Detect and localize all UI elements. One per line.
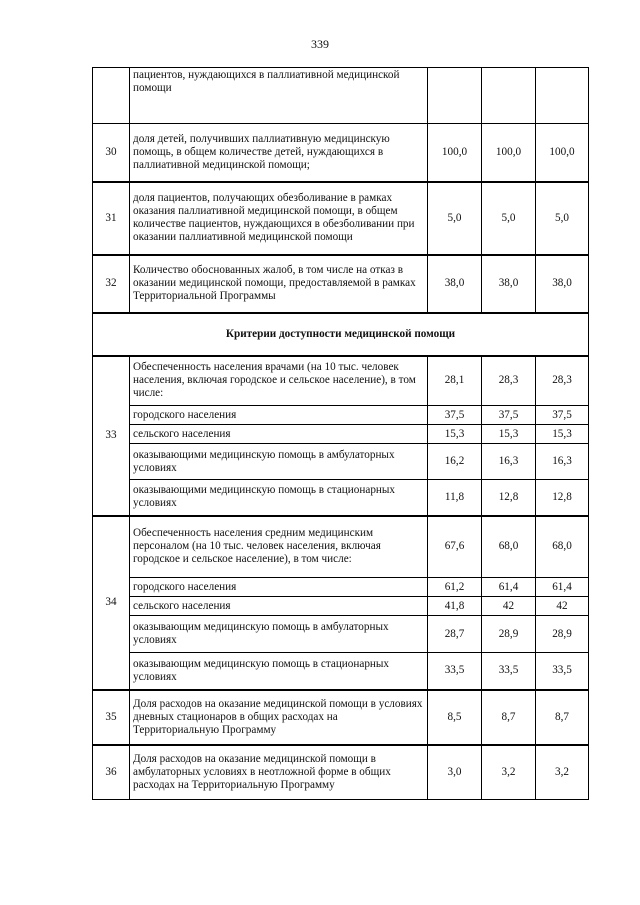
value-cell: 37,5 bbox=[536, 406, 589, 425]
value-cell: 100,0 bbox=[428, 124, 482, 182]
indicators-table bbox=[92, 67, 589, 800]
table-row bbox=[93, 516, 589, 578]
section-header-row bbox=[93, 313, 589, 356]
table-row bbox=[93, 653, 589, 690]
table-row bbox=[93, 597, 589, 616]
row-number: 31 bbox=[93, 182, 130, 255]
value-cell: 68,0 bbox=[482, 516, 536, 578]
value-cell: 15,3 bbox=[482, 425, 536, 444]
value-cell: 42 bbox=[536, 597, 589, 616]
value-cell: 15,3 bbox=[428, 425, 482, 444]
table-row bbox=[93, 406, 589, 425]
value-cell: 5,0 bbox=[428, 182, 482, 255]
indicator-description: Доля расходов на оказание медицинской помощи в амбулаторных условиях в неотложной форме в общих расходах на Территориальную Программу bbox=[130, 745, 428, 800]
row-number: 35 bbox=[93, 690, 130, 745]
value-cell: 11,8 bbox=[428, 480, 482, 516]
value-cell: 8,7 bbox=[536, 690, 589, 745]
value-cell: 68,0 bbox=[536, 516, 589, 578]
indicator-description: Доля расходов на оказание медицинской помощи в условиях дневных стационаров в общих расходах на Территориальную Программу bbox=[130, 690, 428, 745]
row-number bbox=[93, 68, 130, 124]
value-cell: 3,2 bbox=[536, 745, 589, 800]
indicator-description: оказывающим медицинскую помощь в стационарных условиях bbox=[130, 653, 428, 690]
value-cell: 38,0 bbox=[428, 255, 482, 313]
value-cell: 100,0 bbox=[482, 124, 536, 182]
table-row bbox=[93, 356, 589, 406]
indicator-description: пациентов, нуждающихся в паллиативной медицинской помощи bbox=[130, 68, 428, 124]
value-cell: 41,8 bbox=[428, 597, 482, 616]
table-row bbox=[93, 616, 589, 653]
value-cell: 3,2 bbox=[482, 745, 536, 800]
indicator-description: городского населения bbox=[130, 406, 428, 425]
indicator-description: городского населения bbox=[130, 578, 428, 597]
value-cell: 37,5 bbox=[428, 406, 482, 425]
value-cell: 38,0 bbox=[536, 255, 589, 313]
value-cell bbox=[482, 68, 536, 124]
row-number: 33 bbox=[93, 356, 130, 516]
table-row bbox=[93, 690, 589, 745]
table-row bbox=[93, 255, 589, 313]
value-cell bbox=[428, 68, 482, 124]
value-cell: 5,0 bbox=[536, 182, 589, 255]
indicator-description: оказывающим медицинскую помощь в амбулаторных условиях bbox=[130, 616, 428, 653]
table-row bbox=[93, 68, 589, 124]
value-cell: 28,3 bbox=[536, 356, 589, 406]
indicator-description: оказывающими медицинскую помощь в амбулаторных условиях bbox=[130, 444, 428, 480]
table-row bbox=[93, 425, 589, 444]
value-cell: 16,2 bbox=[428, 444, 482, 480]
value-cell: 28,9 bbox=[536, 616, 589, 653]
value-cell: 33,5 bbox=[536, 653, 589, 690]
indicator-description: сельского населения bbox=[130, 425, 428, 444]
value-cell: 33,5 bbox=[482, 653, 536, 690]
value-cell: 8,7 bbox=[482, 690, 536, 745]
value-cell: 16,3 bbox=[482, 444, 536, 480]
table-row bbox=[93, 745, 589, 800]
value-cell: 12,8 bbox=[536, 480, 589, 516]
value-cell: 16,3 bbox=[536, 444, 589, 480]
value-cell: 67,6 bbox=[428, 516, 482, 578]
value-cell: 42 bbox=[482, 597, 536, 616]
value-cell: 12,8 bbox=[482, 480, 536, 516]
row-number: 30 bbox=[93, 124, 130, 182]
indicator-description: сельского населения bbox=[130, 597, 428, 616]
table-row bbox=[93, 124, 589, 182]
value-cell: 33,5 bbox=[428, 653, 482, 690]
value-cell: 28,9 bbox=[482, 616, 536, 653]
indicator-description: доля детей, получивших паллиативную медицинскую помощь, в общем количестве детей, нуждающихся в паллиативной медицинской помощи; bbox=[130, 124, 428, 182]
value-cell: 3,0 bbox=[428, 745, 482, 800]
value-cell: 61,2 bbox=[428, 578, 482, 597]
section-title: Критерии доступности медицинской помощи bbox=[93, 313, 589, 356]
value-cell: 8,5 bbox=[428, 690, 482, 745]
row-number: 34 bbox=[93, 516, 130, 690]
row-number: 32 bbox=[93, 255, 130, 313]
value-cell: 5,0 bbox=[482, 182, 536, 255]
indicator-description: Количество обоснованных жалоб, в том числе на отказ в оказании медицинской помощи, предоставляемой в рамках Территориальной Программы bbox=[130, 255, 428, 313]
page-number: 339 bbox=[311, 37, 329, 51]
value-cell: 38,0 bbox=[482, 255, 536, 313]
table-row bbox=[93, 182, 589, 255]
value-cell: 37,5 bbox=[482, 406, 536, 425]
table-row bbox=[93, 480, 589, 516]
table-row bbox=[93, 444, 589, 480]
value-cell: 61,4 bbox=[482, 578, 536, 597]
value-cell: 61,4 bbox=[536, 578, 589, 597]
indicator-description: оказывающими медицинскую помощь в стационарных условиях bbox=[130, 480, 428, 516]
value-cell bbox=[536, 68, 589, 124]
indicator-description: Обеспеченность населения врачами (на 10 тыс. человек населения, включая городское и сельское население), в том числе: bbox=[130, 356, 428, 406]
indicator-description: доля пациентов, получающих обезболивание в рамках оказания паллиативной медицинской помощи, в общем количестве пациентов, нуждающихся в обезболивании при оказании паллиативной медицинской помощи bbox=[130, 182, 428, 255]
value-cell: 28,3 bbox=[482, 356, 536, 406]
indicator-description: Обеспеченность населения средним медицинским персоналом (на 10 тыс. человек населения, включая городское и сельское население), в том числе: bbox=[130, 516, 428, 578]
value-cell: 15,3 bbox=[536, 425, 589, 444]
table-row bbox=[93, 578, 589, 597]
row-number: 36 bbox=[93, 745, 130, 800]
value-cell: 28,7 bbox=[428, 616, 482, 653]
value-cell: 28,1 bbox=[428, 356, 482, 406]
value-cell: 100,0 bbox=[536, 124, 589, 182]
